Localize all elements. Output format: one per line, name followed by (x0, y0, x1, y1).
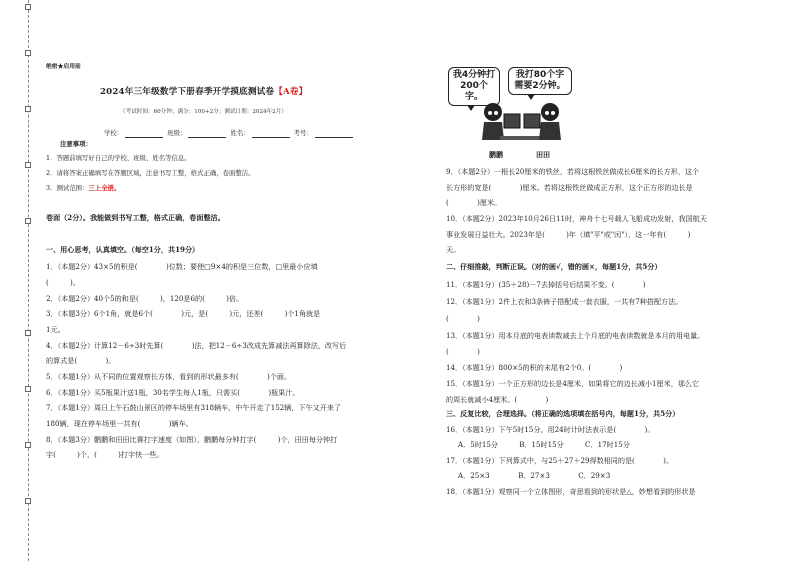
binding-hole (25, 50, 31, 56)
question-line: ( )厘米。 (446, 198, 502, 207)
class-field[interactable] (188, 130, 226, 138)
question-line: 7．（本题1分）周日上午石鼓山景区的停车场里有318辆车，中午开走了152辆，下午又开来了 (46, 403, 342, 412)
question-line: 5．（本题1分）从不同的位置观察长方体，看到的形状最多有( )个面。 (46, 372, 292, 381)
question-line: 10．（本题2分）2023年10月26日11时，神舟十七号载人飞船成功发射，我国航天 (446, 214, 707, 223)
binding-hole (25, 330, 31, 336)
name-pengpeng: 鹏鹏 (489, 151, 503, 159)
typing-illustration (470, 100, 570, 146)
name-tiantian: 田田 (536, 151, 550, 159)
number-field[interactable] (315, 130, 353, 138)
choice-options: A．5时15分 B．15时15分 C．17时15分 (458, 440, 630, 449)
question-line: 天。 (446, 245, 461, 254)
page-title (100, 87, 307, 97)
speech-bubble-pengpeng: 我4分钟打 200个字。 (448, 67, 500, 106)
question-line: 事业发展日益壮大。2023年是( )年（填"平"或"闰"），这一年有( ) (446, 230, 691, 239)
judge-line: ( ) (446, 314, 480, 323)
secret-label: 绝密★启用前 (46, 64, 81, 70)
neatness-note: 卷面（2分）。我能做到书写工整，格式正确，卷面整洁。 (46, 213, 225, 222)
binding-hole (25, 442, 31, 448)
computer-monitor-icon (524, 114, 540, 128)
question-line: 4．（本题2分）计算12－6÷3时先算( )法，把12－6÷3改成先算减法再算除法，改写后 (46, 341, 347, 350)
binding-line (28, 0, 30, 561)
kid-head-icon (484, 103, 502, 121)
subtitle: （考试时间：60分钟；满分：100+2分；测试日期：2024年2月） (120, 109, 287, 115)
info-class: 班级： (167, 129, 187, 137)
judge-line: ( ) (446, 347, 480, 356)
info-name: 姓名： (230, 129, 250, 137)
computer-monitor-icon (504, 114, 520, 128)
speech-bubble-tiantian: 我打80个字 需要2分钟。 (508, 67, 572, 95)
kid-body-icon (539, 122, 561, 140)
info-row (104, 128, 355, 138)
title-tag: 【A卷】 (274, 87, 308, 97)
notes-title: 注意事项： (60, 140, 92, 148)
binding-hole (25, 106, 31, 112)
binding-hole (25, 386, 31, 392)
question-line: 6．（本题1分）买5瓶果汁送1瓶，30名学生每人1瓶，只需买( )瓶果汁。 (46, 388, 300, 397)
judge-line: 12．（本题1分）2件上衣和3条裤子搭配成一套衣服，一共有7种搭配方法。 (446, 297, 683, 306)
judge-line: 15．（本题1分）一个正方形的边长是4厘米，如果将它的边长减小1厘米，那么它 (446, 379, 700, 388)
section-2-heading: 二、仔细推敲，判断正误。（对的画√，错的画×，每题1分，共5分） (446, 262, 662, 271)
question-line: 180辆，现在停车场里一共有( )辆车。 (46, 419, 193, 428)
note-line: 1．答题前填写好自己的学校、班级、姓名等信息。 (46, 154, 191, 162)
question-line: 字( )个，( )打字快一些。 (46, 450, 164, 459)
question-line: 3．（本题3分）6个1角，就是6个( )元，是( )元，还差( )个1角就是 (46, 309, 321, 318)
name-field[interactable] (252, 130, 290, 138)
kid-head-icon (541, 103, 559, 121)
question-line: 1元。 (46, 325, 65, 334)
question-line: 9．（本题2分）一根长20厘米的铁丝，若将这根铁丝做成长6厘米的长方形，这个 (446, 167, 700, 176)
title-text: 2024年三年级数学下册春季开学摸底测试卷 (100, 87, 275, 97)
binding-hole (25, 498, 31, 504)
choice-line: 18．（本题1分）观察同一个立体图形，奇思看到的形状是△，妙想看到的形状是 (446, 487, 696, 496)
choice-line: 17．（本题1分）下列算式中，与25＋27＋29得数相同的是( )。 (446, 456, 674, 465)
note-line: 3．测试范围：三上全册。 (46, 184, 121, 192)
question-line: 2．（本题2分）40个5的和是( )，120是6的( )倍。 (46, 294, 244, 303)
question-line: 的算式是( )。 (46, 356, 116, 365)
binding-hole (25, 4, 31, 10)
section-1-heading: 一、用心思考，认真填空。（每空1分，共19分） (46, 245, 200, 254)
school-field[interactable] (125, 130, 163, 138)
info-number: 考号： (293, 129, 313, 137)
notes-range: 三上全册。 (88, 184, 121, 192)
question-line: 1．（本题2分）43×5的积是( )位数；要使□9×4的积是三位数，□里最小应填 (46, 262, 318, 271)
choice-line: 16．（本题1分）下午5时15分，用24时计时法表示是( )。 (446, 425, 655, 434)
info-school: 学校： (104, 129, 124, 137)
judge-line: 13．（本题1分）用本月底的电表读数减去上个月底的电表读数就是本月的用电量。 (446, 331, 705, 340)
judge-line: 的周长就减小4厘米。( ) (446, 395, 549, 404)
section-3-heading: 三、反复比较，合理选择。（将正确的选项填在括号内，每题1分，共5分） (446, 409, 680, 418)
note-line: 2．请将答案正确填写在答题区域，注意书写工整，格式正确，卷面整洁。 (46, 169, 255, 177)
question-line: ( )。 (46, 278, 80, 287)
binding-hole (25, 162, 31, 168)
choice-options: A．25×3 B．27×3 C．29×3 (458, 471, 611, 480)
judge-line: 11．（本题1分）(35＋28)－7去掉括号后结果不变。( ) (446, 280, 646, 289)
question-line: 8．（本题3分）鹏鹏和田田比赛打字速度（如图），鹏鹏每分钟打字( )个，田田每分钟打 (46, 435, 338, 444)
question-line: 长方形的宽是( )厘米。若将这根铁丝做成正方形，这个正方形的边长是 (446, 183, 693, 192)
judge-line: 14．（本题1分）800×5的积的末尾有2个0。( ) (446, 363, 623, 372)
binding-hole (25, 218, 31, 224)
